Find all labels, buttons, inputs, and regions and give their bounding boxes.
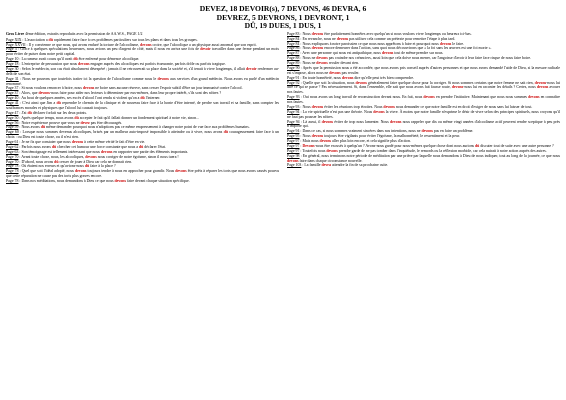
- page-reference-link[interactable]: Page 94: [287, 119, 300, 124]
- quote-text: : Après quelque temps, nous avons dû accepter le fait qu'il fallait donner un fondement spirituel à notre vie, sinon...: [18, 115, 200, 120]
- highlighted-keyword: devons: [319, 139, 332, 144]
- quote-entry: [287, 120, 560, 130]
- heading-line-2: DEVREZ, 5 DEVRONS, 1 DEVRONT, 1: [216, 12, 350, 22]
- quote-text: : Avec une personne qui nous est antipathique, nous devons tout de même prendre sur nous.: [299, 51, 444, 56]
- page-reference-link[interactable]: Page 70: [6, 159, 19, 164]
- highlighted-keyword: dû: [475, 143, 480, 148]
- page-reference-link[interactable]: Page 97: [287, 148, 300, 153]
- heading-line-1: DEVEZ, 18 DEVOIR(s), 7 DEVONS, 46 DEVRA, 6: [199, 4, 367, 13]
- quote-text: : J'ai dû déclarer forfait sur les deux points.: [18, 110, 88, 115]
- highlighted-keyword: dû: [84, 164, 90, 169]
- quote-entry: [6, 179, 279, 184]
- source-book-title: Gros Livre: [6, 31, 25, 36]
- page-reference-link[interactable]: Page 97: [287, 139, 300, 144]
- highlighted-keyword: devons: [373, 109, 385, 114]
- quote-entry: [287, 154, 560, 164]
- quote-text: : Là aussi, il devons éviter de trop nous lamenter. Nous devons nous rappeler que dix ou même vingt années d'alcoolisme actif peuvent rendre sceptique à peu près n'importe qui.: [287, 119, 560, 129]
- quote-text: : Avant toute chose, nous, les alcooliques, devons nous corriger de notre égoïsme, sinon il nous tuera !: [18, 154, 179, 159]
- page-reference-link[interactable]: Page 78: [6, 169, 19, 174]
- quote-text: : Alors, que devons-nous faire pour aider nos lecteurs à déterminer par eux-mêmes, dans leur propre intérêt, s'ils sont des nôtres ?: [18, 91, 222, 96]
- quote-text: : En toute honnêteté, nous devons dire qu'elle peut très bien comprendre.: [299, 75, 415, 80]
- quote-text: : Nous expliquons à notre paroissien ce que nous nous apprêtons à faire et pourquoi nous devons le faire.: [299, 41, 465, 46]
- highlighted-keyword: dû: [54, 159, 59, 164]
- quote-text: : La rumeur avait couru qu'il avait dû être enfermé pour démence alcoolique.: [18, 57, 140, 62]
- highlighted-keyword: devez: [80, 120, 90, 125]
- page-reference-link[interactable]: Page 91: [287, 75, 300, 80]
- right-column: [287, 32, 560, 184]
- highlighted-keyword: devons: [157, 76, 169, 81]
- page-reference-link[interactable]: Page 59: [6, 125, 19, 130]
- quote-text: : En revanche, nous ne devons pas utiliser cela comme un prétexte pour remettre l'étape à plus tard.: [299, 36, 456, 41]
- quote-text: : Nous devons toujours être vigilants pour éviter l'égoïsme, la malhonnêteté, le ressentiment et la peur.: [299, 134, 460, 139]
- highlighted-keyword: devons: [383, 104, 395, 109]
- highlighted-keyword: devons: [528, 95, 540, 100]
- quote-text: : Quelle que soit la situation, nous devons généralement faire quelque chose pour la corriger. Si nous sommes certains que notre femme ne sait rien, devons-nous lui dire ce qui se passe ? Pas nécessairement. Si, dans l'ensemble, elle sait que nous avons fait fausse route, devons-nous lui en raconter les détails ? Certes, nous devons avouer nos fautes.: [287, 80, 560, 95]
- quote-entry: [6, 47, 279, 57]
- page-reference-link[interactable]: Page 10: [6, 57, 19, 62]
- quote-text: : Où étaient nos erreurs et qu'avions-nous dû faire à la place ?: [18, 164, 116, 169]
- quote-text: : Toutefois nous devons prendre garde de ne pas tomber dans l'inquiétude, le remords ou la réflexion morbide, car cela nuirait à notre action auprès des autres.: [299, 148, 547, 153]
- quote-text: : Selon le médecin, son cas était absolument désespéré ; jamais il ne retrouverait sa place dans la société et, s'il tenait à vivre longtemps, il allait devoir renfermer au-delà de son état.: [6, 66, 279, 76]
- highlighted-keyword: devons: [341, 75, 354, 80]
- highlighted-keyword: devons: [74, 169, 87, 174]
- page-reference-link[interactable]: Page 86: [287, 46, 300, 51]
- highlighted-keyword: devons: [321, 119, 334, 124]
- highlighted-keyword: Devons: [302, 143, 315, 148]
- highlighted-keyword: devons: [355, 80, 367, 85]
- quote-text: : Nous devons éviter les réunions trop étroites. Nous devons nous demander ce que notre famille est en droit d'exiger de nous sans lui laisser de tout.: [299, 104, 533, 109]
- quote-text: : Nous devons encore demeurer dans l'action, sans quoi nous découvrirons que « la foi sans les œuvres est une foi morte ».: [299, 46, 492, 51]
- quote-text: : Devons-nous être excusés à quelqu'un ? Avons-nous gardé pour nous-mêmes quelque chose dont nous aurions dû discuter tout de suite avec une autre personne ?: [299, 143, 554, 148]
- highlighted-keyword: devons: [316, 56, 328, 61]
- highlighted-keyword: devons: [439, 41, 452, 46]
- page-reference-link[interactable]: Page 60: [6, 130, 19, 135]
- highlighted-keyword: dû: [56, 101, 61, 106]
- quote-text: : Quel que soit l'idéal adopté, nous devons toujours tendre à nous en approcher pour grandir. Nous devons être prêts à réparer les torts que nous avons causés pourvu que cette réparation ne cause pas des torts plus graves encore.: [6, 169, 279, 179]
- highlighted-keyword: devons: [381, 51, 394, 56]
- quote-text: : Nous ne devons pas craindre nos créanciers, aussi loin que cela doive nous mener, car l'angoisse d'avoir à leur faire face risque de nous faire boire.: [299, 56, 532, 61]
- highlighted-keyword: devons: [311, 104, 324, 109]
- page-reference-link[interactable]: Page 93: [287, 95, 300, 100]
- quote-entry: [287, 110, 560, 120]
- highlighted-keyword: devra: [321, 163, 331, 168]
- page-reference-link[interactable]: Page 103: [287, 163, 302, 168]
- highlighted-keyword: devons: [329, 70, 341, 75]
- highlighted-keyword: dû: [48, 37, 53, 42]
- page-reference-link[interactable]: Page 37: [6, 86, 19, 91]
- page-reference-link[interactable]: Page 62: [6, 144, 19, 149]
- quote-text: : La vie spirituelle n'est pas une théorie. Nous devons la vivre. À moins que notre famille n'exprime le désir de vivre selon des principes spirituels, nous croyons qu'il ne faut pas pousser les nôtres.: [287, 109, 560, 119]
- quote-text: : Mais nous devons aller plus loin encore, et cela signifie plus d'action.: [299, 139, 411, 144]
- quote-entry: [6, 130, 279, 140]
- page-reference-link[interactable]: Page 78: [6, 179, 19, 184]
- highlighted-keyword: dû: [51, 144, 57, 149]
- quote-entry: [6, 67, 279, 77]
- highlighted-keyword: devons: [114, 179, 126, 184]
- highlighted-keyword: devons: [100, 149, 113, 154]
- highlighted-keyword: devons: [534, 80, 547, 85]
- page-reference-link[interactable]: Page 47: [6, 110, 19, 115]
- highlighted-keyword: devons: [451, 85, 464, 90]
- quote-text: : Nous avons dû même demander pourquoi nous n'adoptions pas ce même empressement à changer notre point de vue face aux problèmes humains.: [18, 125, 250, 130]
- source-note-text: 4ème édition, extraits reproduits avec la permission de AA.W.S., PAGE 1/2: [24, 31, 143, 36]
- highlighted-keyword: devons: [536, 85, 549, 90]
- highlighted-keyword: devons: [389, 119, 402, 124]
- quote-text: : Après que la permission nous a été accordée, que nous avons pris conseil auprès d'autres personnes et que nous avons demandé l'aide de Dieu, si la mesure radicale est s'impose, alors nous ne devons pas reculer.: [287, 65, 560, 75]
- source-note: [6, 32, 279, 37]
- highlighted-keyword: devons: [316, 61, 328, 66]
- highlighted-keyword: devons: [82, 86, 95, 91]
- page-reference-link[interactable]: Page 18: [6, 62, 19, 67]
- quote-entry: [287, 81, 560, 96]
- quote-entry: [287, 95, 560, 105]
- word-count-heading: [6, 5, 560, 31]
- page-reference-link[interactable]: Page 87: [287, 51, 300, 56]
- page-reference-link[interactable]: Page 78: [6, 164, 19, 169]
- highlighted-keyword: devons: [287, 158, 299, 163]
- highlighted-keyword: devons: [78, 62, 90, 67]
- page-reference-link[interactable]: Page 93: [287, 104, 300, 109]
- quote-text: : Dans ce cas, si nous sommes vraiment sincères dans nos intentions, nous ne devons pas en faire un problème.: [299, 129, 474, 134]
- quote-text: : Il y convienne ce que nous, qui avons enduré la torture de l'alcoolisme, devons croire, que l'alcoolique a un physique aussi anormal que son esprit.: [25, 42, 257, 47]
- page-reference-link[interactable]: Page 84: [287, 36, 300, 41]
- quote-text: : Notre expérience prouve que vous ne devez pas être découragés.: [18, 120, 123, 125]
- highlighted-keyword: devoir: [200, 47, 211, 52]
- highlighted-keyword: dû: [73, 57, 78, 62]
- page-reference-link[interactable]: Page 98: [287, 153, 300, 158]
- page-reference-link[interactable]: Page 40: [6, 96, 19, 101]
- highlighted-keyword: dû: [223, 130, 228, 135]
- quote-text: : Nous ne pouvons que toutefois traiter ici la question de l'alcoolisme comme nous le devons aux services d'un grand médecin. Nous avons eu parlé d'un médecin renommé.: [6, 76, 279, 86]
- page-reference-link[interactable]: Page 97: [287, 143, 300, 148]
- quote-text: : Parfois nous avons dû chercher cet humour une force constante que nous a dû déclarer l'état.: [18, 144, 167, 149]
- quote-entry: [6, 169, 279, 179]
- page-reference-link[interactable]: Page 94: [287, 129, 300, 134]
- heading-line-3: DÛ, 19 DUES, 1 DUS, 1: [244, 21, 322, 31]
- two-column-body: [6, 32, 560, 184]
- highlighted-keyword: devons: [38, 91, 50, 96]
- highlighted-keyword: devons: [423, 95, 435, 100]
- page-reference-link[interactable]: Page 83: [287, 31, 300, 36]
- highlighted-keyword: devons: [175, 169, 187, 174]
- page-reference-link[interactable]: Page 63: [6, 149, 19, 154]
- quote-text: : Je ne fis que constater que nous devons à cette même vérité le fait d'être en vie.: [18, 140, 146, 145]
- highlighted-keyword: dû: [138, 144, 144, 149]
- highlighted-keyword: devons: [85, 154, 97, 159]
- quote-text: : Lorsque nous sommes devenus alcooliques, brisés par un malheur auto-imposé impossible à atteindre ou à vivre, nous avons dû courageusement faire face à un choix : ou Dieu est toute chose, ou il n'est rien.: [6, 130, 279, 140]
- highlighted-keyword: devons: [311, 134, 324, 139]
- highlighted-keyword: devoir: [246, 66, 257, 71]
- page-reference-link[interactable]: Page 56: [6, 120, 19, 125]
- quote-entry: [6, 77, 279, 87]
- highlighted-keyword: devons: [71, 140, 84, 145]
- quote-text: : Nous ne devons reculer devant rien.: [299, 61, 359, 66]
- page-reference-link[interactable]: Page 3: [6, 47, 17, 52]
- highlighted-keyword: dû: [74, 115, 79, 120]
- quote-text: : Oui nous avons un long travail de reconstruction devant nous. En fait, nous devons en prendre l'initiative. Maintenant que nous nous sommes devons en connaître nos fautes.: [287, 95, 560, 105]
- highlighted-keyword: dû: [140, 96, 145, 101]
- page-reference-link[interactable]: Page 89: [287, 61, 300, 66]
- quote-text: : Nous devons être parfaitement honnêtes avec quelqu'un si nous voulons vivre longtemps ou heureux ici-bas.: [299, 31, 472, 36]
- highlighted-keyword: dû: [27, 110, 32, 115]
- quote-text: : C'est ainsi que Jim a dû reprendre le chemin de la clinique et de nouveau faire face à la honte d'être interné, de perdre son travail et sa famille, sans compter les souffrances morales et physiques que l'alcool lui causait toujours.: [6, 101, 279, 110]
- page-reference-link[interactable]: Page 31: [6, 76, 19, 81]
- quote-entry: [6, 101, 279, 111]
- left-column: [6, 32, 279, 184]
- highlighted-keyword: dû: [40, 125, 46, 130]
- quote-entry: [287, 163, 560, 168]
- page-reference-link[interactable]: Page 70: [6, 154, 19, 159]
- highlighted-keyword: devons: [421, 129, 433, 134]
- page-reference-link[interactable]: Page 61: [6, 140, 19, 145]
- page-reference-link[interactable]: Page 30: [6, 66, 19, 71]
- highlighted-keyword: devons: [311, 31, 324, 36]
- page-reference-link[interactable]: Page 95: [287, 134, 300, 139]
- highlighted-keyword: devons: [326, 148, 338, 153]
- page-reference-link[interactable]: Page 37: [6, 91, 19, 96]
- page-reference-link[interactable]: Page 50: [6, 115, 19, 120]
- page-reference-link[interactable]: Page XIX: [6, 37, 22, 42]
- quote-text: : Dans nos méditations, nous demandons à Dieu ce que nous devons faire devant chaque situation spécifique.: [18, 179, 190, 184]
- page-reference-link[interactable]: Page 88: [287, 56, 300, 61]
- page-reference-link[interactable]: Page 94: [287, 109, 300, 114]
- quote-text: : L'association a dû rapidement faire face à ces problèmes particuliers sur tous les plans et dans tous les groupes.: [21, 37, 198, 42]
- page-reference-link[interactable]: Page 84: [287, 41, 300, 46]
- page-reference-link[interactable]: Page 90: [287, 65, 300, 70]
- page-reference-link[interactable]: Page 41: [6, 101, 19, 106]
- highlighted-keyword: devons: [311, 46, 324, 51]
- quote-text: : Au bout de quelques années, ses excès d'alcool l'ont rendu si violent qu'on a dû l'interner.: [18, 96, 161, 101]
- quote-text: : D'abord, nous avons dû cesser de jouer à Dieu car cela ne donnait rien.: [18, 159, 133, 164]
- quote-text: : La famille devra attendre la fin de sa prochaine cuite.: [301, 163, 389, 168]
- highlighted-keyword: devons: [140, 42, 152, 47]
- page-reference-link[interactable]: Page 92: [287, 80, 300, 85]
- highlighted-keyword: devons: [336, 36, 349, 41]
- quote-text: : L'entreprise de persuasion que nous devons engager auprès des alcooliques est parfois écœurante, parfois drôle ou parfois tragique.: [18, 62, 226, 67]
- quote-text: : Son témoignage est tellement intéressant que nous devons en rapporter une partie des éléments importants.: [18, 149, 189, 154]
- right-entry-list: [287, 32, 560, 169]
- left-entry-list: [6, 38, 279, 184]
- quote-text: : En général, nous terminons notre période de méditation par une prière par laquelle nous demandons à Dieu de nous indiquer, tout au long de la journée, ce que nous devons faire dans chaque circonstance nouvelle.: [287, 153, 560, 163]
- page-reference-link[interactable]: Page XXVII: [6, 42, 26, 47]
- quote-entry: [287, 66, 560, 76]
- quote-text: : Si nous voulons renoncer à boire, nous devons ne boire sans aucune réserve, sans cesser l'espoir subtil d'être un jour immunisé contre l'alcool.: [18, 86, 243, 91]
- quote-text: : Grâce à quelques spéculations heureuses, nous avions un peu d'argent de côté, mais il nous en arriva une fois de devoir travailler dans une ferme pendant un mois pour éviter de puiser dans notre petit capital.: [6, 47, 279, 57]
